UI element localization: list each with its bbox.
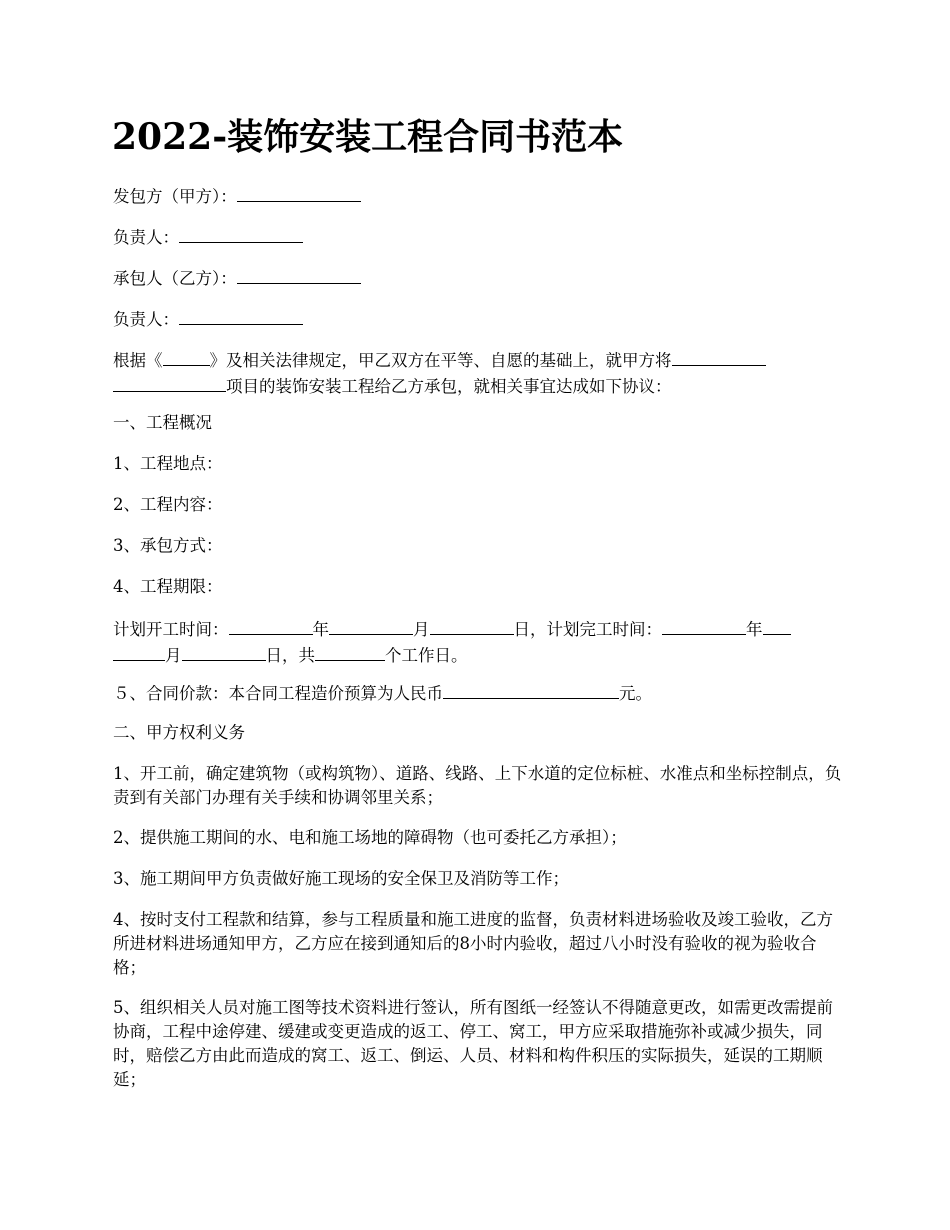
project-name-blank-2 xyxy=(113,373,226,392)
price-blank xyxy=(443,680,619,699)
project-name-blank-1 xyxy=(672,347,766,366)
intro-paragraph xyxy=(113,347,843,399)
section-1-heading: 一、工程概况 xyxy=(113,413,212,432)
start-month-unit: 月 xyxy=(413,620,430,639)
start-label: 计划开工时间： xyxy=(113,620,229,639)
party-a-blank xyxy=(237,183,361,202)
end-label: 日，计划完工时间： xyxy=(513,620,662,639)
party-b-rep-label: 负责人： xyxy=(113,310,179,329)
party-b-field xyxy=(113,265,843,291)
intro-text-1: 根据《 xyxy=(113,351,163,370)
workdays-blank xyxy=(315,642,385,661)
document-title: 2022-装饰安装工程合同书范本 xyxy=(112,116,624,158)
start-year-unit: 年 xyxy=(312,620,329,639)
obligation-2: 2、提供施工期间的水、电和施工场地的障碍物（也可委托乙方承担）； xyxy=(113,828,627,847)
project-duration: 4、工程期限： xyxy=(113,577,223,596)
end-year-unit: 年 xyxy=(746,620,763,639)
start-year-blank xyxy=(229,616,313,635)
schedule-paragraph xyxy=(113,616,843,668)
section-2-heading: 二、甲方权利义务 xyxy=(113,723,245,742)
end-month-blank-1 xyxy=(763,616,791,635)
end-month-unit: 月 xyxy=(165,646,182,665)
party-a-rep-blank xyxy=(179,224,303,243)
obligation-5: 5、组织相关人员对施工图等技术资料进行签认，所有图纸一经签认不得随意更改，如需更改需提前协商，工程中途停建、缓建或变更造成的返工、停工、窝工，甲方应采取措施弥补或减少损失，同时，赔偿乙方由此而造成的窝工、返工、倒运、人员、材料和构件积压的实际损失，延误的工期顺延； xyxy=(113,998,833,1089)
party-b-blank xyxy=(237,265,361,284)
contract-method: 3、承包方式： xyxy=(113,536,223,555)
party-a-rep-label: 负责人： xyxy=(113,228,179,247)
price-paragraph xyxy=(113,680,843,706)
intro-text-3: 项目的装饰安装工程给乙方承包，就相关事宜达成如下协议： xyxy=(226,377,672,396)
party-a-rep-field xyxy=(113,224,843,250)
end-month-blank-2 xyxy=(113,642,165,661)
obligation-3: 3、施工期间甲方负责做好施工现场的安全保卫及消防等工作； xyxy=(113,869,569,888)
intro-text-2: 》及相关法律规定，甲乙双方在平等、自愿的基础上，就甲方将 xyxy=(209,351,672,370)
project-content: 2、工程内容： xyxy=(113,495,223,514)
obligation-4: 4、按时支付工程款和结算，参与工程质量和施工进度的监督，负责材料进场验收及竣工验收，乙方所进材料进场通知甲方，乙方应在接到通知后的8小时内验收，超过八小时没有验收的视为验收合格； xyxy=(113,910,833,977)
price-unit: 元。 xyxy=(619,684,652,703)
obligation-1: 1、开工前，确定建筑物（或构筑物）、道路、线路、上下水道的定位标桩、水准点和坐标控制点，负责到有关部门办理有关手续和协调邻里关系； xyxy=(113,764,842,807)
workdays-unit: 个工作日。 xyxy=(385,646,468,665)
party-b-rep-field xyxy=(113,306,843,332)
total-label: 日，共 xyxy=(265,646,315,665)
law-name-blank xyxy=(163,347,210,366)
project-location: 1、工程地点： xyxy=(113,454,223,473)
party-a-field xyxy=(113,183,843,209)
party-b-label: 承包人（乙方）： xyxy=(113,269,237,288)
price-label: ５、合同价款：本合同工程造价预算为人民币 xyxy=(113,684,443,703)
party-a-label: 发包方（甲方）： xyxy=(113,187,237,206)
end-day-blank xyxy=(182,642,266,661)
start-month-blank xyxy=(329,616,413,635)
start-day-blank xyxy=(430,616,514,635)
party-b-rep-blank xyxy=(179,306,303,325)
end-year-blank xyxy=(662,616,746,635)
